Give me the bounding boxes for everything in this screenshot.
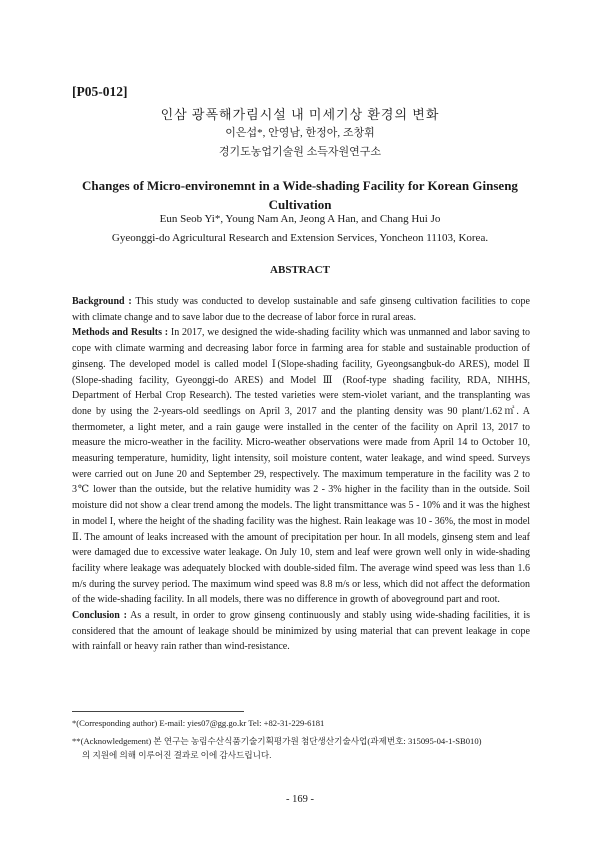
- methods-paragraph: [72, 325, 530, 608]
- methods-text: In 2017, we designed the wide-shading facility which was unmanned and labor saving to cope with climate warming and decreasing labor force in farming area for stable and sustainable production of ginseng. The developed model is called model Ⅰ(Slope-shading facility, Gyeongsangbuk-do ARES), model Ⅱ (Slope-shading facility, Gyeonggi-do ARES) and Model Ⅲ (Roof-type shading facility, RDA, NIHHS, Department of Herbal Crop Research). The tested varieties were stem-violet variant, and the transplanting was done by using the 2-years-old seedlings on April 3, 2017 and the planting density was 90 plant/1.62㎡. A thermometer, a light meter, and a rain gauge were installed in the center of the facility on April 13, 2017 to measure the micro-weather in the facility. Micro-weather observations were made from April 14 to October 10, measuring temperature, humidity, light intensity, soil moisture content, water leakage, and wind speed. Surveys were carried out on June 20 and September 29, respectively. The maximum temperature in the facility was 2 to 3℃ lower than the outside, but the relative humidity was 2 - 3% higher in the facility than in the outside. Soil moisture did not show a clear trend among the models. The light transmittance was 5 - 10% and it was the highest in model I, where the height of the shading facility was the highest. Rain leakage was 10 - 36%, the most in model Ⅱ. The amount of leaks increased with the amount of precipitation per hour. In all models, ginseng stem and leaf were damaged due to excessive water leakage. On July 10, stem and leaf were grown well only in wide-shading facility where leakage was adequately blocked with double-sided film. The average wind speed was less than 1.6 m/s during the survey period. The maximum wind speed was 8.8 m/s or less, which did not affect the deformation of the wide-shading facility. In all models, there was no difference in growth of aboveground part and root.: [72, 327, 530, 606]
- affiliation-korean: 경기도농업기술원 소득자원연구소: [218, 146, 382, 158]
- background-label: Background :: [72, 296, 132, 307]
- background-text: This study was conducted to develop sustainable and safe ginseng cultivation facilities to cope with climate change and to save labor due to the decrease of labor force in rural areas.: [72, 296, 530, 323]
- title-english: Changes of Micro-environemnt in a Wide-shading Facility for Korean Ginseng Cultivation: [82, 178, 518, 212]
- conclusion-text: As a result, in order to grow ginseng continuously and stably using wide-shading facilities, it is considered that the amount of leakage should be minimized by using material that can prevent leakage in cope with rainfall or heavy rain rather than wind-resistance.: [72, 610, 531, 653]
- conclusion-paragraph: [72, 608, 530, 655]
- abstract-heading: ABSTRACT: [270, 264, 330, 276]
- footnote-ack-line2: 의 지원에 의해 이루어진 결과로 이에 감사드립니다.: [82, 750, 272, 760]
- background-paragraph: [72, 294, 530, 325]
- abstract-body: [72, 294, 530, 655]
- footnote-corresponding: *(Corresponding author) E-mail: yies07@gg.go.kr Tel: +82-31-229-6181: [72, 718, 325, 728]
- title-korean: 인삼 광폭해가림시설 내 미세기상 환경의 변화: [160, 107, 440, 122]
- authors-english: Eun Seob Yi*, Young Nam An, Jeong A Han, and Chang Hui Jo: [159, 213, 441, 225]
- methods-label: Methods and Results :: [72, 327, 169, 339]
- authors-korean: 이은섭*, 안영남, 한정아, 조창휘: [225, 127, 375, 139]
- page-number: - 169 -: [286, 794, 314, 805]
- footnote-ack-line1: **(Acknowledgement) 본 연구는 농림수산식품기술기획평가원 첨단생산기술사업(과제번호: 315095-04-1-SB010): [72, 736, 482, 746]
- footnote-acknowledgement: [72, 734, 534, 762]
- conclusion-label: Conclusion :: [72, 610, 127, 622]
- abstract-code: [P05-012]: [72, 84, 128, 99]
- footnote-divider: [72, 711, 244, 712]
- affiliation-english: Gyeonggi-do Agricultural Research and Extension Services, Yoncheon 11103, Korea.: [111, 232, 489, 244]
